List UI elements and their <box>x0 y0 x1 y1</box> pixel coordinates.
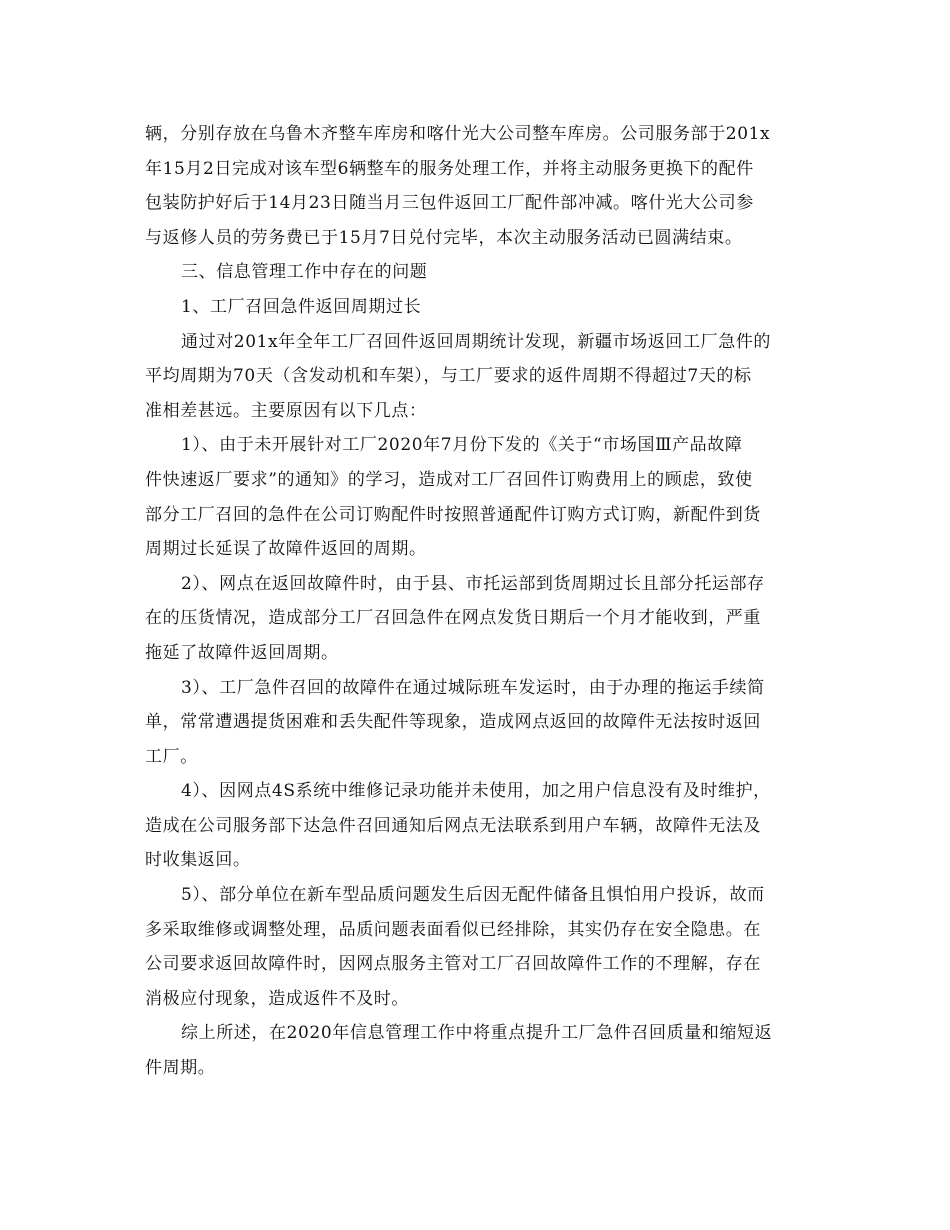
text-line: 多采取维修或调整处理，品质问题表面看似已经排除，其实仍存在安全隐患。在 <box>145 919 761 940</box>
text-line: 工厂。 <box>145 746 198 767</box>
text-line: 件周期。 <box>145 1058 216 1079</box>
text-line: 准相差甚远。主要原因有以下几点： <box>145 400 427 421</box>
text-line: 时收集返回。 <box>145 850 251 871</box>
text-line: 造成在公司服务部下达急件召回通知后网点无法联系到用户车辆，故障件无法及 <box>145 815 761 836</box>
text-line: 1）、由于未开展针对工厂2020年7月份下发的《关于“市场国Ⅲ产品故障 <box>181 435 743 456</box>
section-heading: 三、信息管理工作中存在的问题 <box>181 262 428 283</box>
text-line: 辆，分别存放在乌鲁木齐整车库房和喀什光大公司整车库房。公司服务部于201x <box>145 124 771 144</box>
text-line: 拖延了故障件返回周期。 <box>145 642 339 663</box>
text-line: 年15月2日完成对该车型6辆整车的服务处理工作，并将主动服务更换下的配件 <box>145 158 754 179</box>
text-line: 周期过长延误了故障件返回的周期。 <box>145 539 427 560</box>
text-line: 3）、工厂急件召回的故障件在通过城际班车发运时，由于办理的拖运手续简 <box>181 677 765 698</box>
text-line: 单，常常遭遇提货困难和丢失配件等现象，造成网点返回的故障件无法按时返回 <box>145 712 761 733</box>
document-body <box>145 117 805 1086</box>
text-line: 包装防护好后于14月23日随当月三包件返回工厂配件部冲减。喀什光大公司参 <box>145 193 754 214</box>
text-line: 公司要求返回故障件时，因网点服务主管对工厂召回故障件工作的不理解，存在 <box>145 954 761 975</box>
text-line: 平均周期为70天（含发动机和车架），与工厂要求的返件周期不得超过7天的标 <box>145 366 752 387</box>
text-line: 通过对201x年全年工厂召回件返回周期统计发现，新疆市场返回工厂急件的 <box>181 331 772 352</box>
text-line: 综上所述，在2020年信息管理工作中将重点提升工厂急件召回质量和缩短返 <box>181 1023 773 1044</box>
text-line: 与返修人员的劳务费已于15月7日兑付完毕，本次主动服务活动已圆满结束。 <box>145 227 743 248</box>
text-line: 4）、因网点4S系统中维修记录功能并未使用，加之用户信息没有及时维护， <box>181 781 771 802</box>
text-line: 件快速返厂要求”的通知》的学习，造成对工厂召回件订购费用上的顾虑，致使 <box>145 469 753 490</box>
text-line: 2）、网点在返回故障件时，由于县、市托运部到货周期过长且部分托运部存 <box>181 573 765 594</box>
text-line: 消极应付现象，造成返件不及时。 <box>145 988 409 1009</box>
subsection-heading: 1、工厂召回急件返回周期过长 <box>181 296 422 317</box>
text-line: 在的压货情况，造成部分工厂召回急件在网点发货日期后一个月才能收到，严重 <box>145 608 761 629</box>
text-line: 部分工厂召回的急件在公司订购配件时按照普通配件订购方式订购，新配件到货 <box>145 504 761 525</box>
text-line: 5）、部分单位在新车型品质问题发生后因无配件储备且惧怕用户投诉，故而 <box>181 885 765 906</box>
